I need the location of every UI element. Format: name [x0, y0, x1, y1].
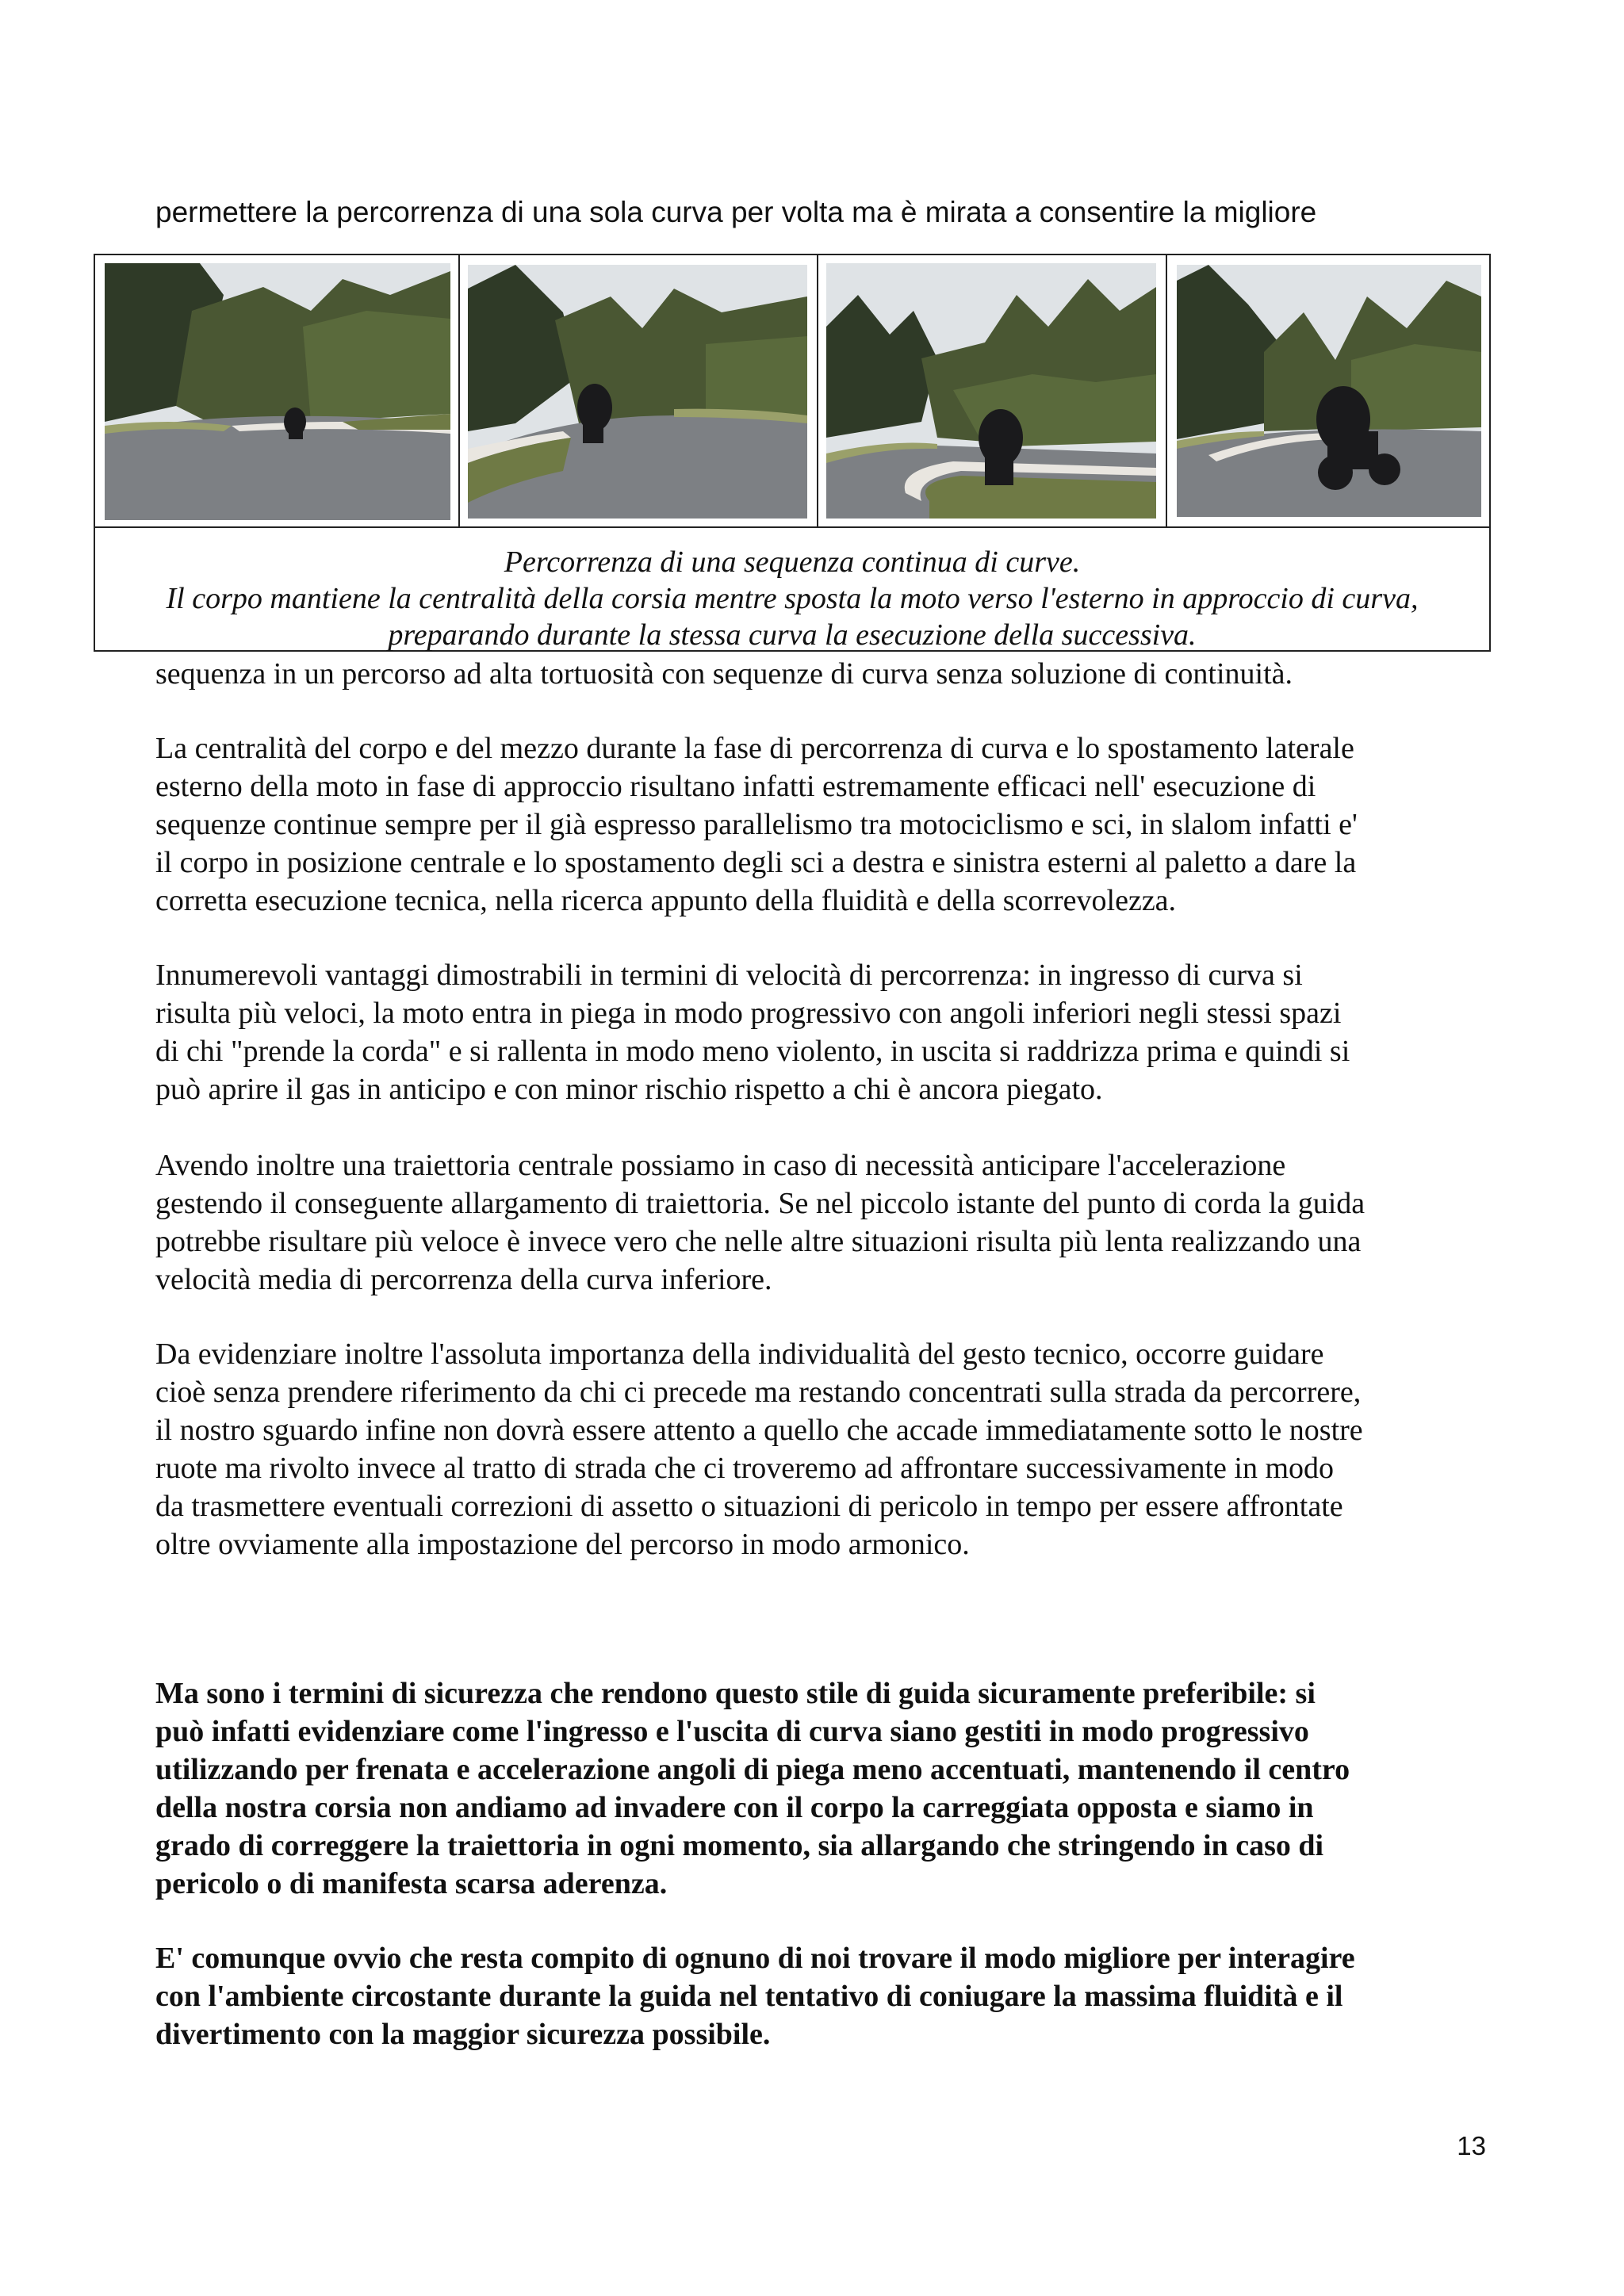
paragraph-2 — [155, 729, 1503, 920]
text-line: Innumerevoli vantaggi dimostrabili in termini di velocità di percorrenza: in ingresso di curva si — [155, 959, 1303, 992]
text-line: di chi "prende la corda" e si rallenta in modo meno violento, in uscita si raddrizza prima e quindi si — [155, 1035, 1350, 1068]
text-line: La centralità del corpo e del mezzo durante la fase di percorrenza di curva e lo spostamento laterale — [155, 732, 1354, 765]
figure-caption — [95, 530, 1489, 652]
text-line: cioè senza prendere riferimento da chi ci precede ma restando concentrati sulla strada da percorrere, — [155, 1376, 1362, 1409]
motorcycle-photo-4 — [1177, 265, 1481, 517]
text-line: sequenza in un percorso ad alta tortuosità con sequenze di curva senza soluzione di continuità. — [155, 657, 1293, 691]
text-line: della nostra corsia non andiamo ad invadere con il corpo la carreggiata opposta e siamo in — [155, 1791, 1314, 1824]
text-line: esterno della moto in fase di approccio risultano infatti estremamente efficaci nell' esecuzione di — [155, 770, 1316, 803]
text-line: potrebbe risultare più veloce è invece vero che nelle altre situazioni risulta più lenta realizzando una — [155, 1225, 1362, 1258]
photo-figure — [94, 254, 1491, 652]
caption-line-3: preparando durante la stessa curva la esecuzione della successiva. — [388, 618, 1197, 652]
text-line: corretta esecuzione tecnica, nella ricerca appunto della fluidità e della scorrevolezza. — [155, 884, 1177, 917]
text-line: da trasmettere eventuali correzioni di assetto o situazioni di pericolo in tempo per essere affrontate — [155, 1490, 1343, 1523]
motorcycle-photo-3 — [826, 263, 1156, 519]
text-line: il corpo in posizione centrale e lo spostamento degli sci a destra e sinistra esterni al paletto a dare la — [155, 846, 1357, 879]
text-line: può infatti evidenziare come l'ingresso e l'uscita di curva siano gestiti in modo progressivo — [155, 1715, 1309, 1748]
text-line: Da evidenziare inoltre l'assoluta importanza della individualità del gesto tecnico, occorre guidare — [155, 1337, 1324, 1371]
page-number: 13 — [1457, 2131, 1486, 2160]
motorcycle-photo-2 — [468, 265, 807, 519]
photo-cell-2 — [460, 255, 818, 526]
text-line: ruote ma rivolto invece al tratto di strada che ci troveremo ad affrontare successivamente in modo — [155, 1452, 1335, 1485]
text-line: oltre ovviamente alla impostazione del percorso in modo armonico. — [155, 1528, 970, 1561]
text-line: pericolo o di manifesta scarsa aderenza. — [155, 1867, 668, 1900]
paragraph-1 — [155, 655, 1503, 693]
text-line: gestendo il conseguente allargamento di traiettoria. Se nel piccolo istante del punto di corda la guida — [155, 1187, 1365, 1220]
text-line: può aprire il gas in anticipo e con minor rischio rispetto a chi è ancora piegato. — [155, 1073, 1103, 1106]
text-line: E' comunque ovvio che resta compito di ognuno di noi trovare il modo migliore per interagire — [155, 1942, 1355, 1975]
caption-line-1: Percorrenza di una sequenza continua di curve. — [504, 545, 1081, 579]
text-line: il nostro sguardo infine non dovrà essere attento a quello che accade immediatamente sotto le nostre — [155, 1414, 1363, 1447]
text-line: divertimento con la maggior sicurezza possibile. — [155, 2018, 771, 2051]
text-line: grado di correggere la traiettoria in ogni momento, sia allargando che stringendo in caso di — [155, 1829, 1324, 1862]
paragraph-5 — [155, 1335, 1503, 1563]
text-line: risulta più veloci, la moto entra in piega in modo progressivo con angoli inferiori negli stessi spazi — [155, 997, 1342, 1030]
text-line: Ma sono i termini di sicurezza che rendono questo stile di guida sicuramente preferibile: si — [155, 1677, 1316, 1710]
motorcycle-photo-1 — [105, 263, 450, 520]
bold-paragraph-2 — [155, 1939, 1503, 2053]
text-line: Avendo inoltre una traiettoria centrale possiamo in caso di necessità anticipare l'accelerazione — [155, 1149, 1286, 1182]
bold-paragraph-1 — [155, 1674, 1503, 1903]
text-line: sequenze continue sempre per il già espresso parallelismo tra motociclismo e sci, in slalom infatti e' — [155, 808, 1358, 841]
paragraph-4 — [155, 1146, 1503, 1299]
photo-cell-1 — [95, 255, 460, 526]
paragraph-3 — [155, 956, 1503, 1108]
photo-cell-3 — [818, 255, 1167, 526]
text-line: velocità media di percorrenza della curva inferiore. — [155, 1263, 772, 1296]
intro-line: permettere la percorrenza di una sola curva per volta ma è mirata a consentire la migliore — [155, 196, 1317, 228]
photo-cell-4 — [1167, 255, 1489, 526]
text-line: con l'ambiente circostante durante la guida nel tentativo di coniugare la massima fluidità e il — [155, 1980, 1343, 2013]
caption-line-2: Il corpo mantiene la centralità della corsia mentre sposta la moto verso l'esterno in approccio di curva, — [166, 582, 1419, 615]
text-line: utilizzando per frenata e accelerazione angoli di piega meno accentuati, mantenendo il centro — [155, 1753, 1350, 1786]
photo-row — [95, 255, 1489, 528]
